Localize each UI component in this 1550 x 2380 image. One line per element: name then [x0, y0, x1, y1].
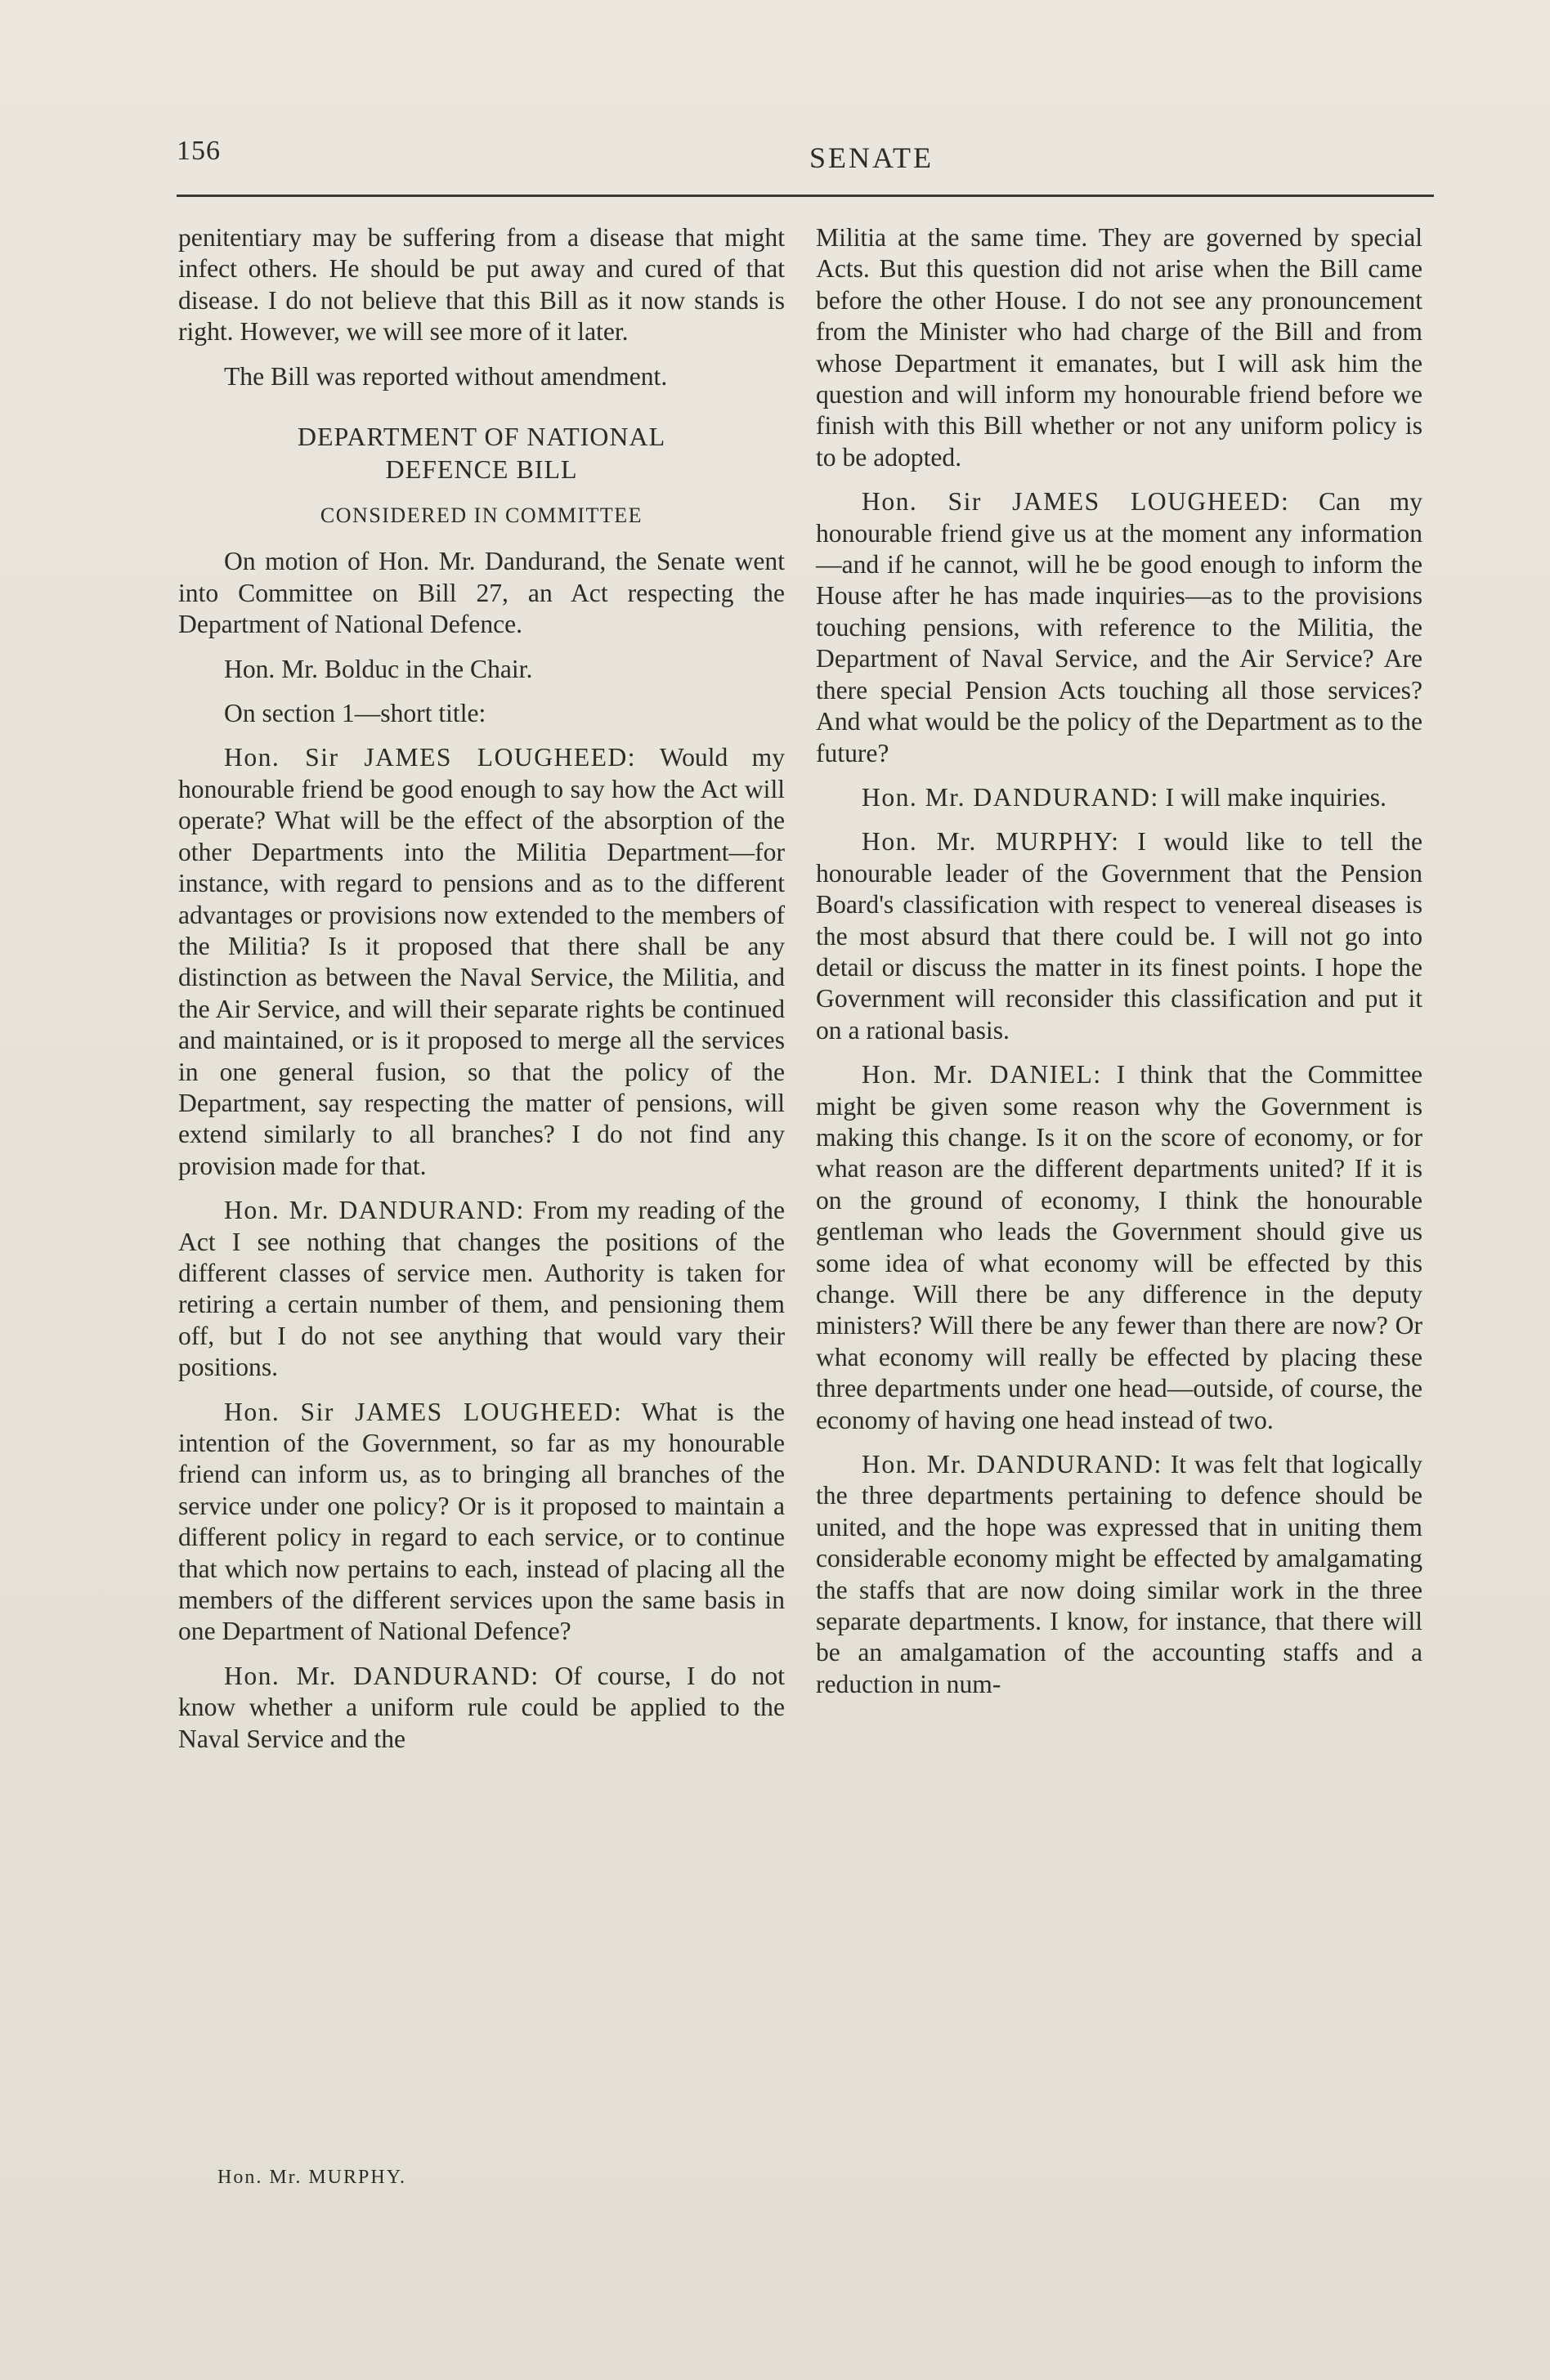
speech-text: I think that the Committee might be given some reason why the Government is making this change. Is it on the score of economy, or for what reason are the different departments united? If it is on the ground of economy, I think the honourable gentleman who leads the Government should give us some idea of what economy will be effected by this change. Will there be any difference in the deputy ministers? Will there be any fewer than there are now? Or what economy will really be effected by placing these three departments under one head—outside, of course, the economy of having one head instead of two.	[816, 1060, 1423, 1434]
speaker-name: Hon. Sir JAMES LOUGHEED:	[862, 487, 1290, 517]
paragraph: The Bill was reported without amendment.	[224, 361, 668, 391]
speaker-name: Hon. Mr. DANDURAND:	[862, 782, 1159, 812]
page-number: 156	[177, 136, 221, 166]
speaker-name: Hon. Mr. DANDURAND:	[224, 1661, 540, 1690]
speech-text: Can my honourable friend give us at the moment any information—and if he cannot, will he be good enough to inform the House after he has made inquiries—as to the provisions touching pensions, with reference to the Militia, the Department of Naval Service, and the Air Service? Are there special Pension Acts touching all those services? And what would be the policy of the Department as to the future?	[816, 487, 1422, 767]
page-header	[177, 136, 1434, 185]
speech-text: I would like to tell the honourable leader of the Government that the Pension Board's classification with respect to venereal diseases is the most absurd that there could be. I will not go into detail or discuss the matter in its finest points. I hope the Government will reconsider this classification and put it on a rational basis.	[816, 827, 1422, 1045]
speaker-name: Hon. Sir JAMES LOUGHEED:	[224, 1397, 623, 1426]
speech-paragraph	[178, 1661, 785, 1755]
section-subheading: CONSIDERED IN COMMITTEE	[320, 503, 643, 528]
speaker-name: Hon. Sir JAMES LOUGHEED:	[224, 743, 637, 772]
paragraph: Militia at the same time. They are governed by special Acts. But this question did not arise when the Bill came before the other House. I do not see any pronouncement from the Minister who had charge of the Bill and from whose Department it emanates, but I will ask him the question and will inform my honourable friend before we finish with this Bill whether or not any uniform policy is to be adopted.	[816, 223, 1422, 472]
speech-text: What is the intention of the Government, so far as my honourable friend can inform us, as to bringing all branches of the service under one policy? Or is it proposed to maintain a different policy in regard to each service, or to continue that which now pertains to each, instead of placing all the members of the different services upon the same basis in one Department of National Defence?	[178, 1397, 786, 1646]
speech-text: Of course, I do not know whether a uniform rule could be applied to the Naval Service and the	[178, 1661, 785, 1753]
speech-text: Would my honourable friend be good enough to say how the Act will operate? What will be the effect of the absorption of the other Departments into the Militia Department—for instance, with regard to pensions and as to the different advantages or provisions now extended to the members of the Militia? Is it proposed that there shall be any distinction as between the Naval Service, the Militia, and the Air Service, and will their separate rights be continued and maintained, or is it proposed to merge all the services in one general fusion, so that the policy of the Department, say respecting the matter of pensions, will extend similarly to all branches? I do not find any provision made for that.	[178, 743, 786, 1180]
speech-paragraph	[816, 826, 1422, 1046]
speaker-name: Hon. Mr. DANIEL:	[862, 1060, 1102, 1089]
paragraph: On section 1—short title:	[224, 699, 486, 728]
speech-text: I will make inquiries.	[1165, 782, 1386, 812]
speech-text: It was felt that logically the three departments pertaining to defence should be united, and the hope was expressed that in uniting them considerable economy might be effected by amalgamating the staffs that are now doing similar work in the three separate departments. I know, for instance, that there will be an amalgamation of the accounting staffs and a reduction in num-	[816, 1450, 1422, 1698]
paragraph: Hon. Mr. Bolduc in the Chair.	[224, 654, 533, 683]
speaker-name: Hon. Mr. DANDURAND:	[862, 1450, 1162, 1479]
speech-paragraph	[178, 1195, 785, 1383]
page-footer-speaker: Hon. Mr. MURPHY.	[217, 2167, 406, 2188]
paragraph: On motion of Hon. Mr. Dandurand, the Senate went into Committee on Bill 27, an Act respecting the Department of National Defence.	[178, 547, 785, 639]
speaker-name: Hon. Mr. MURPHY:	[862, 827, 1120, 857]
speech-paragraph	[816, 1449, 1422, 1700]
speech-paragraph	[816, 1059, 1422, 1436]
speech-paragraph	[178, 742, 785, 1182]
running-head: SENATE	[809, 141, 934, 174]
left-column	[178, 222, 785, 1768]
speech-text: From my reading of the Act I see nothing that changes the positions of the different classes of service men. Authority is taken for retiring a certain number of them, and pensioning them off, but I do not see anything that would vary their positions.	[178, 1196, 785, 1382]
section-heading	[178, 420, 785, 485]
section-heading-line: DEFENCE BILL	[385, 454, 578, 485]
speaker-name: Hon. Mr. DANDURAND:	[224, 1196, 525, 1225]
speech-paragraph	[178, 1397, 785, 1648]
speech-paragraph	[816, 486, 1422, 769]
paragraph: penitentiary may be suffering from a disease that might infect others. He should be put away and cured of that disease. I do not believe that this Bill as it now stands is right. However, we will see more of it later.	[178, 223, 785, 347]
speech-paragraph	[816, 782, 1422, 813]
section-heading-line: DEPARTMENT OF NATIONAL	[297, 422, 666, 452]
header-rule	[177, 195, 1434, 197]
right-column	[816, 222, 1422, 1713]
